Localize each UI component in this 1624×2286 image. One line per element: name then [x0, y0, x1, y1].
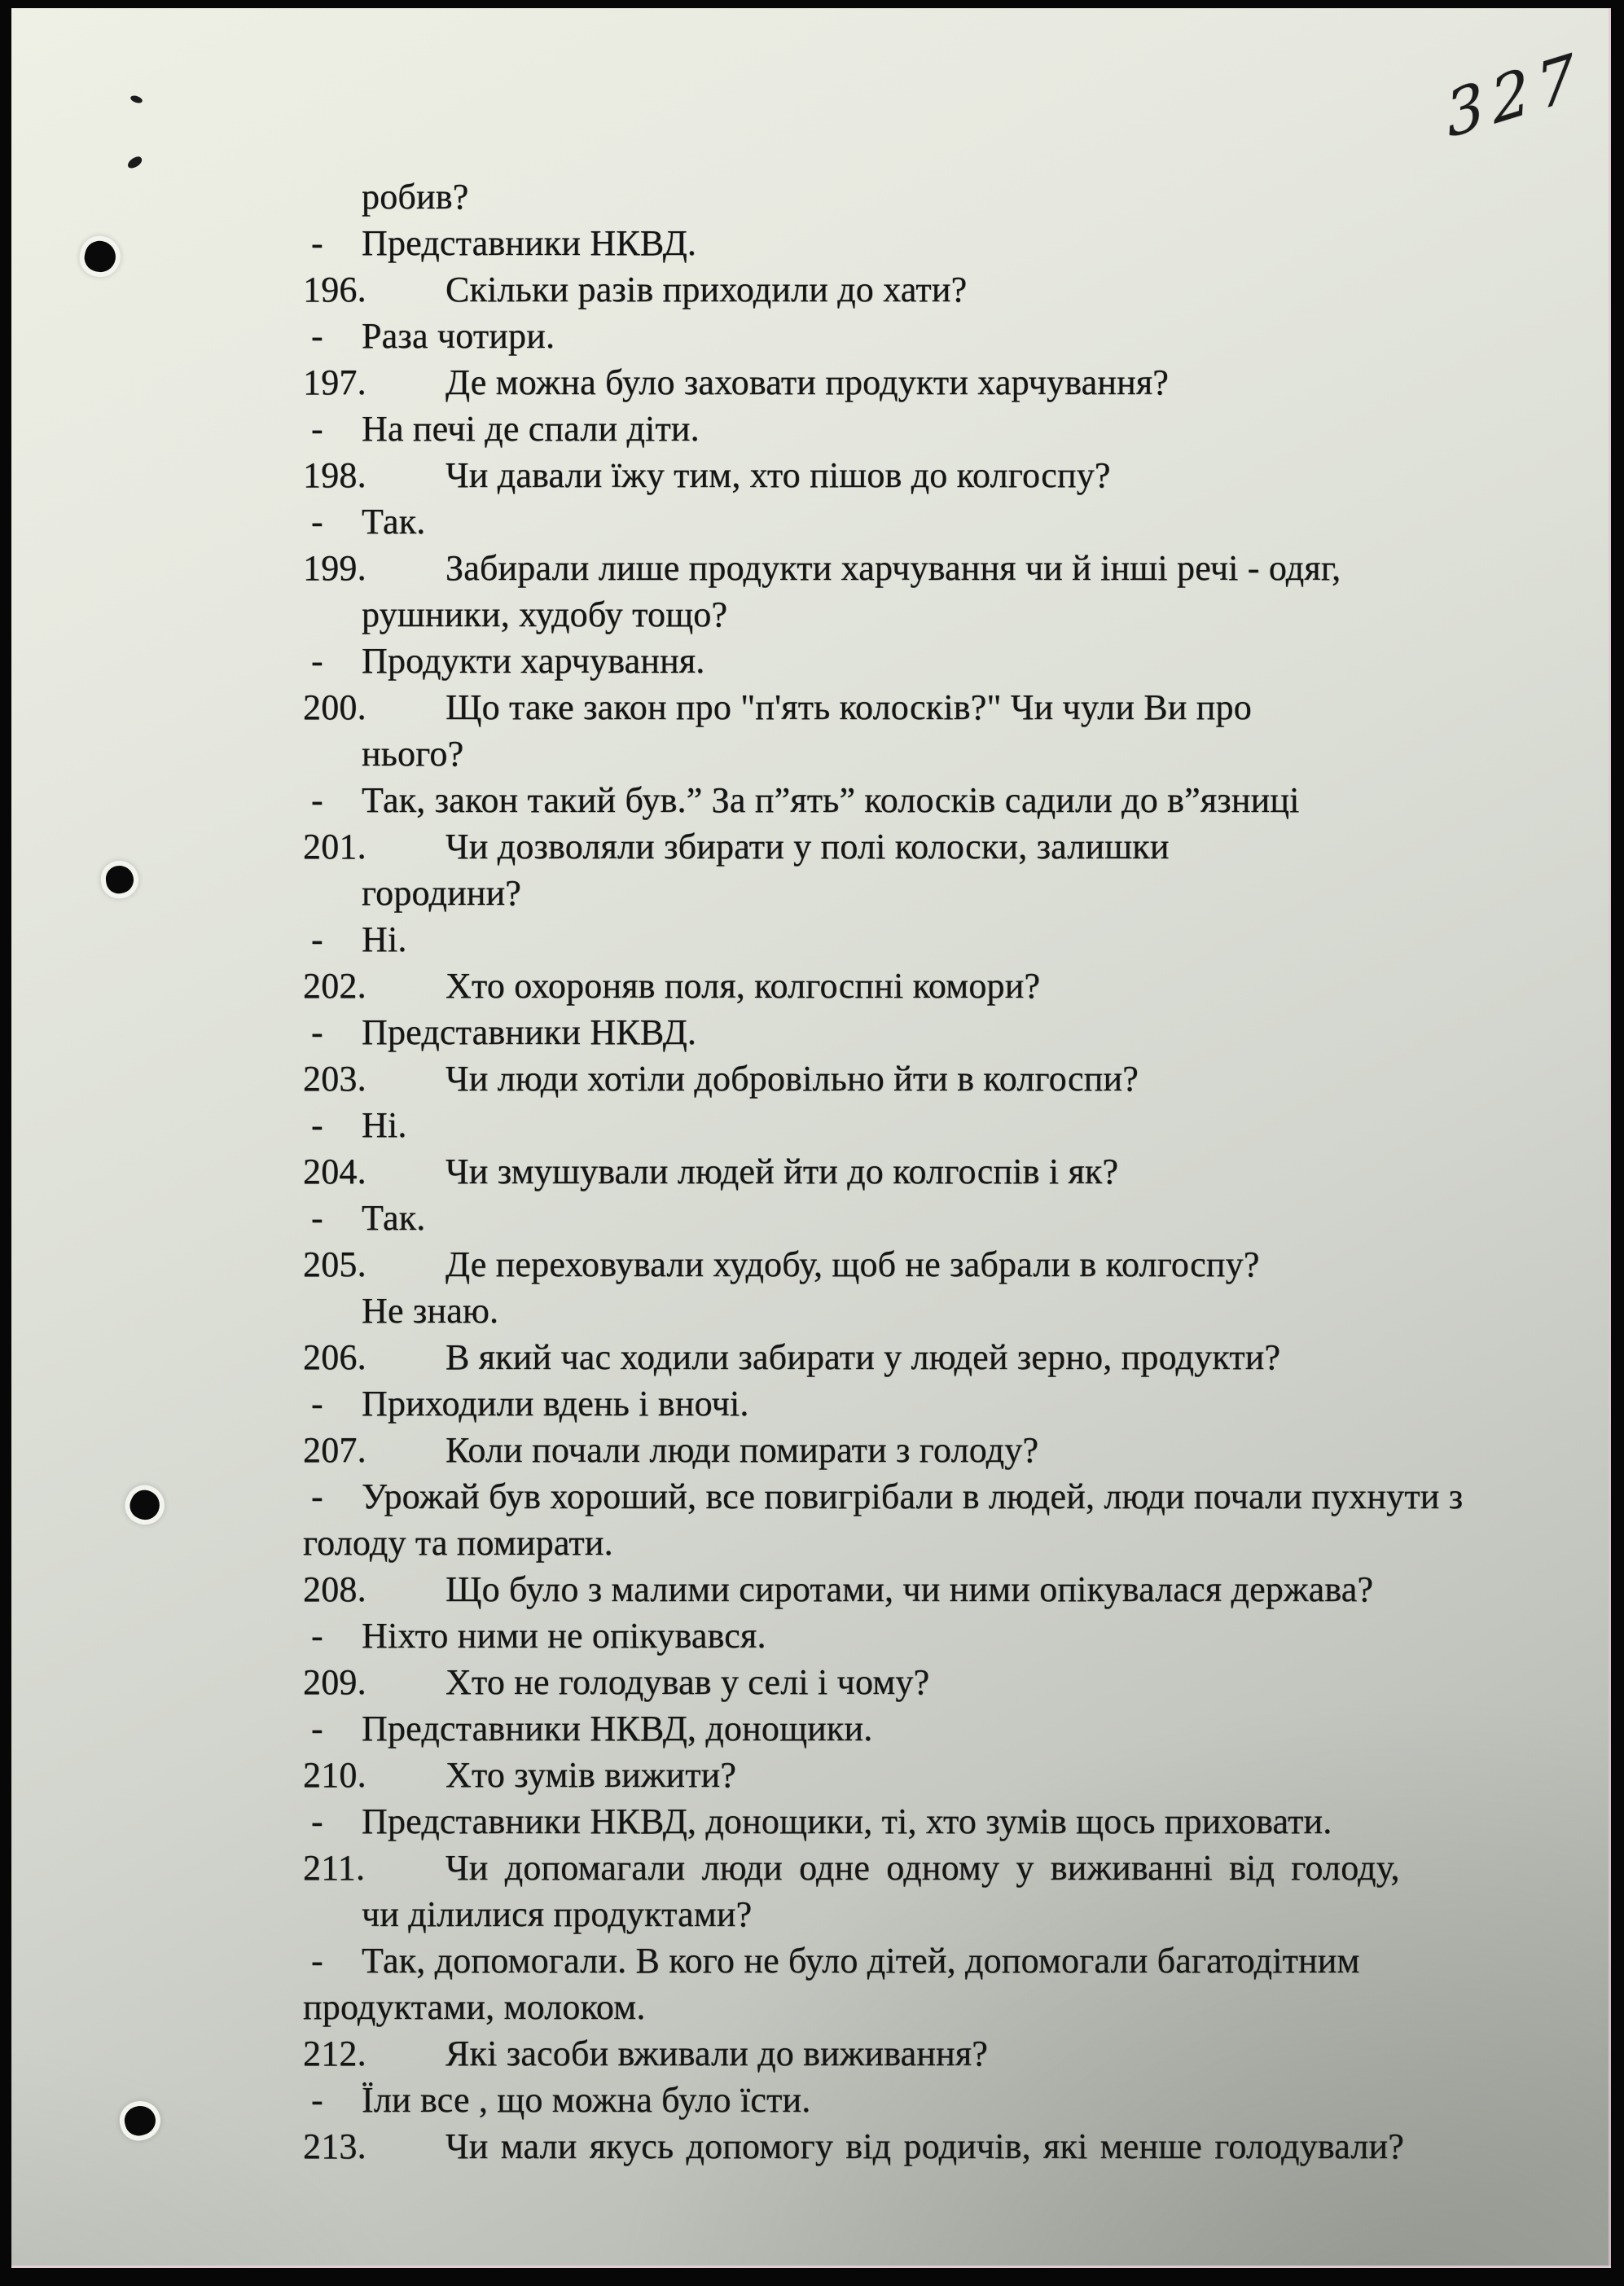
question-number: 208.	[303, 1569, 366, 1609]
handwritten-page-number: 327	[1442, 37, 1587, 152]
answer-line	[303, 1102, 1560, 1148]
line-text: Які засоби вживали до виживання?	[446, 2034, 989, 2073]
answer-dash: -	[311, 780, 323, 820]
line-text: Так, закон такий був.” За п”ять” колосків садили до в”язниці	[362, 780, 1300, 820]
document-text	[303, 173, 1560, 2170]
question-line	[303, 1752, 1560, 1798]
line-text: Скільки разів приходили до хати?	[446, 270, 968, 309]
answer-line	[303, 777, 1560, 823]
question-number: 213.	[303, 2126, 366, 2166]
line-text: Так.	[362, 1198, 426, 1238]
answer-line	[303, 1195, 1560, 1241]
question-line	[303, 359, 1560, 406]
answer-line	[303, 1937, 1560, 1984]
line-text: Забирали лише продукти харчування чи й інші речі - одяг,	[446, 548, 1341, 588]
line-text: Ні.	[362, 1105, 407, 1145]
question-line	[303, 452, 1560, 498]
scanned-paper-sheet	[11, 8, 1611, 2268]
answer-line	[303, 638, 1560, 684]
question-line	[303, 1427, 1560, 1473]
question-number: 205.	[303, 1244, 366, 1284]
question-number: 207.	[303, 1430, 366, 1470]
answer-line	[303, 1473, 1560, 1520]
answer-line	[303, 313, 1560, 359]
question-number: 198.	[303, 455, 366, 495]
question-line	[303, 1659, 1560, 1705]
answer-line	[303, 1612, 1560, 1659]
line-text: Так.	[362, 502, 426, 542]
line-text: Їли все , що можна було їсти.	[362, 2080, 811, 2120]
continuation-line	[303, 1891, 1560, 1937]
question-number: 206.	[303, 1337, 366, 1377]
line-text: Чи допомагали люди одне одному у виживанні від голоду,	[446, 1848, 1400, 1888]
line-text: На печі де спали діти.	[362, 409, 700, 449]
question-number: 201.	[303, 827, 366, 867]
answer-dash: -	[311, 919, 323, 959]
line-text: Чи дозволяли збирати у полі колоски, залишки	[446, 827, 1170, 867]
line-text: Хто не голодував у селі і чому?	[446, 1662, 930, 1702]
line-text: Ніхто ними не опікувався.	[362, 1616, 766, 1656]
question-line	[303, 1334, 1560, 1380]
answer-dash: -	[311, 409, 323, 449]
answer-line	[303, 916, 1560, 963]
question-line	[303, 1845, 1560, 1891]
question-line	[303, 2030, 1560, 2077]
answer-dash: -	[311, 1941, 323, 1981]
answer-dash: -	[311, 223, 323, 263]
answer-dash: -	[311, 1709, 323, 1749]
line-text: В який час ходили забирати у людей зерно, продукти?	[446, 1337, 1281, 1377]
line-text: Представники НКВД, донощики.	[362, 1709, 873, 1749]
continuation-line	[303, 173, 1560, 220]
line-text: Так, допомогали. В кого не було дітей, допомогали багатодітним	[362, 1941, 1360, 1981]
answer-dash: -	[311, 2080, 323, 2120]
line-text: Хто охороняв поля, колгоспні комори?	[446, 966, 1041, 1006]
question-number: 204.	[303, 1152, 366, 1191]
line-text: рушники, худобу тощо?	[362, 595, 728, 634]
answer-dash: -	[311, 1476, 323, 1516]
line-text: Урожай був хороший, все повигрібали в людей, люди почали пухнути з	[362, 1476, 1464, 1516]
line-text: Раза чотири.	[362, 316, 555, 356]
question-number: 203.	[303, 1059, 366, 1099]
continuation-line	[303, 1984, 1560, 2030]
line-text: Ні.	[362, 919, 407, 959]
line-text: Приходили вдень і вночі.	[362, 1384, 749, 1424]
line-text: городини?	[362, 873, 522, 913]
answer-dash: -	[311, 1012, 323, 1052]
continuation-line	[303, 1520, 1560, 1566]
continuation-line	[303, 731, 1560, 777]
ink-speck	[129, 94, 143, 104]
question-line	[303, 266, 1560, 313]
line-text: Коли почали люди помирати з голоду?	[446, 1430, 1039, 1470]
answer-dash: -	[311, 1384, 323, 1424]
answer-line	[303, 1380, 1560, 1427]
line-text: голоду та помирати.	[303, 1523, 613, 1563]
question-number: 211.	[303, 1848, 366, 1888]
question-line	[303, 823, 1560, 870]
line-text: Представники НКВД, донощики, ті, хто зумів щось приховати.	[362, 1801, 1332, 1841]
answer-dash: -	[311, 1198, 323, 1238]
line-text: Чи мали якусь допомогу від родичів, які менше голодували?	[446, 2126, 1405, 2166]
question-number: 202.	[303, 966, 366, 1006]
answer-dash: -	[311, 1801, 323, 1841]
question-line	[303, 1241, 1560, 1288]
answer-dash: -	[311, 502, 323, 542]
answer-dash: -	[311, 1105, 323, 1145]
ink-speck	[126, 155, 144, 170]
line-text: Представники НКВД.	[362, 1012, 697, 1052]
question-line	[303, 1566, 1560, 1612]
line-text: Чи давали їжу тим, хто пішов до колгоспу?	[446, 455, 1111, 495]
question-number: 212.	[303, 2034, 366, 2073]
line-text: Не знаю.	[362, 1291, 499, 1331]
line-text: Чи змушували людей йти до колгоспів і як?	[446, 1152, 1119, 1191]
question-number: 210.	[303, 1755, 366, 1795]
answer-line	[303, 2077, 1560, 2123]
answer-line	[303, 1009, 1560, 1055]
answer-line	[303, 498, 1560, 545]
answer-line	[303, 406, 1560, 452]
answer-dash: -	[311, 641, 323, 681]
question-number: 209.	[303, 1662, 366, 1702]
question-line	[303, 1055, 1560, 1102]
question-line	[303, 545, 1560, 591]
answer-line	[303, 1798, 1560, 1845]
question-number: 199.	[303, 548, 366, 588]
line-text: Чи люди хотіли добровільно йти в колгоспи?	[446, 1059, 1139, 1099]
line-text: чи ділилися продуктами?	[362, 1894, 753, 1934]
question-line	[303, 684, 1560, 731]
line-text: Що було з малими сиротами, чи ними опікувалася держава?	[446, 1569, 1374, 1609]
line-text: Представники НКВД.	[362, 223, 697, 263]
answer-dash: -	[311, 316, 323, 356]
line-text: Хто зумів вижити?	[446, 1755, 737, 1795]
line-text: Де можна було заховати продукти харчування?	[446, 362, 1170, 402]
question-line	[303, 1148, 1560, 1195]
line-text: нього?	[362, 734, 464, 774]
question-number: 197.	[303, 362, 366, 402]
continuation-line	[303, 591, 1560, 638]
line-text: Де переховували худобу, щоб не забрали в колгоспу?	[446, 1244, 1260, 1284]
question-number: 200.	[303, 687, 366, 727]
answer-line	[303, 220, 1560, 266]
line-text: продуктами, молоком.	[303, 1987, 646, 2027]
line-text: Що таке закон про "п'ять колосків?" Чи чули Ви про	[446, 687, 1252, 727]
question-line	[303, 2123, 1560, 2170]
line-text: робив?	[362, 177, 469, 217]
continuation-line	[303, 870, 1560, 916]
continuation-line	[303, 1288, 1560, 1334]
line-text: Продукти харчування.	[362, 641, 705, 681]
answer-line	[303, 1705, 1560, 1752]
question-line	[303, 963, 1560, 1009]
answer-dash: -	[311, 1616, 323, 1656]
question-number: 196.	[303, 270, 366, 309]
